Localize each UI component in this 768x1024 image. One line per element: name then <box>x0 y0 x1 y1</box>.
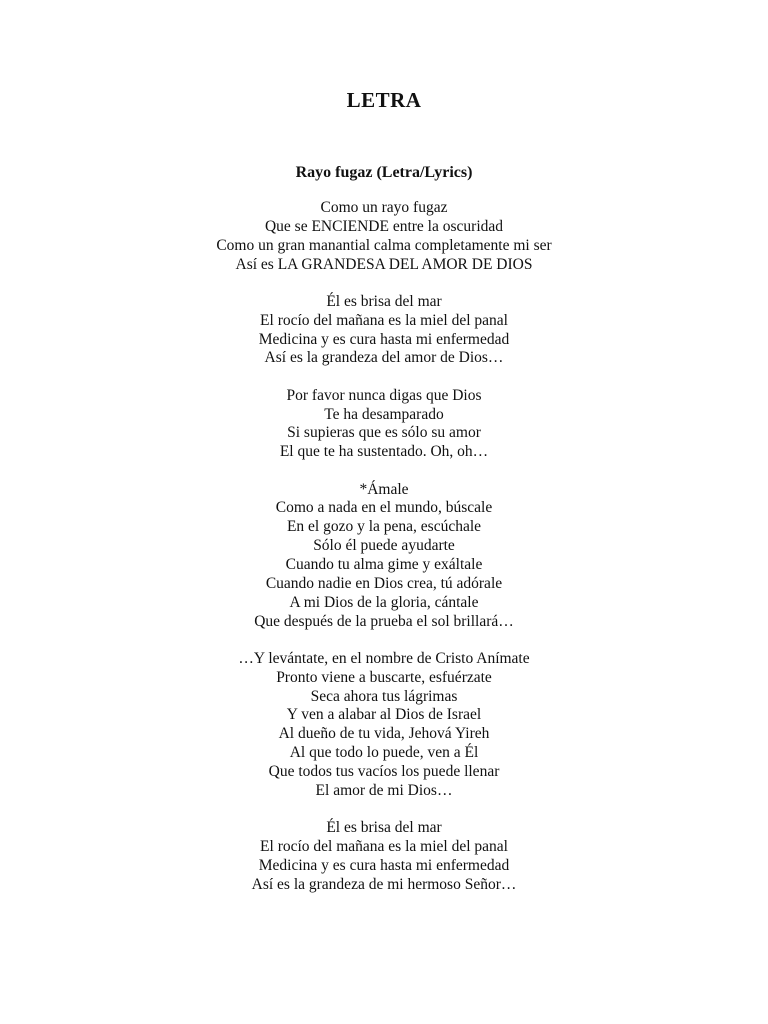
lyric-line: Cuando tu alma gime y exáltale <box>285 556 483 573</box>
lyric-line: Seca ahora tus lágrimas <box>310 687 458 705</box>
lyric-line: Como un gran manantial calma completamente mi ser <box>216 236 552 254</box>
lyric-line: Medicina y es cura hasta mi enfermedad <box>258 856 510 874</box>
lyric-line: Te ha desamparado <box>324 405 444 423</box>
lyric-line: Que después de la prueba el sol brillará… <box>254 612 514 630</box>
lyric-line: Al que todo lo puede, ven a Él <box>289 744 479 762</box>
lyric-line: Por favor nunca digas que Dios <box>286 386 482 404</box>
lyric-line: El que te ha sustentado. Oh, oh… <box>279 443 489 461</box>
lyric-line: Y ven a alabar al Dios de Israel <box>286 706 482 724</box>
lyric-line: Sólo él puede ayudarte <box>313 537 455 555</box>
lyrics-stanza <box>0 650 768 801</box>
lyric-line: Él es brisa del mar <box>326 819 442 837</box>
lyric-line: El rocío del mañana es la miel del panal <box>260 311 508 329</box>
lyric-line: Cuando nadie en Dios crea, tú adórale <box>265 574 503 592</box>
lyric-line: Medicina y es cura hasta mi enfermedad <box>258 330 510 348</box>
lyric-line: Que se ENCIENDE entre la oscuridad <box>264 217 504 235</box>
page-title: LETRA <box>346 88 422 112</box>
lyric-line: Como a nada en el mundo, búscale <box>275 499 493 517</box>
lyrics-body <box>0 199 768 913</box>
lyrics-stanza <box>0 293 768 368</box>
lyrics-stanza <box>0 481 768 632</box>
lyrics-stanza <box>0 819 768 894</box>
lyric-line: Así es la grandeza de mi hermoso Señor… <box>251 875 517 893</box>
lyric-line: …Y levántate, en el nombre de Cristo Anímate <box>238 649 530 667</box>
lyric-line: Pronto viene a buscarte, esfuérzate <box>276 668 492 686</box>
lyric-line: El amor de mi Dios… <box>315 781 453 799</box>
song-title: Rayo fugaz (Letra/Lyrics) <box>295 164 473 181</box>
lyric-line: Así es la grandeza del amor de Dios… <box>264 349 504 367</box>
lyric-line: El rocío del mañana es la miel del panal <box>260 837 508 855</box>
lyric-line: Si supieras que es sólo su amor <box>287 424 481 442</box>
lyric-line: Al dueño de tu vida, Jehová Yireh <box>278 725 490 743</box>
lyric-line: Como un rayo fugaz <box>320 199 448 216</box>
lyrics-stanza <box>0 199 768 274</box>
lyric-line: Así es LA GRANDESA DEL AMOR DE DIOS <box>235 255 533 273</box>
lyric-line: En el gozo y la pena, escúchale <box>286 518 482 536</box>
lyrics-stanza <box>0 387 768 462</box>
lyric-line: A mi Dios de la gloria, cántale <box>289 593 479 611</box>
lyric-line: *Ámale <box>359 480 409 498</box>
lyric-line: Que todos tus vacíos los puede llenar <box>268 762 500 780</box>
lyric-line: Él es brisa del mar <box>326 292 442 310</box>
